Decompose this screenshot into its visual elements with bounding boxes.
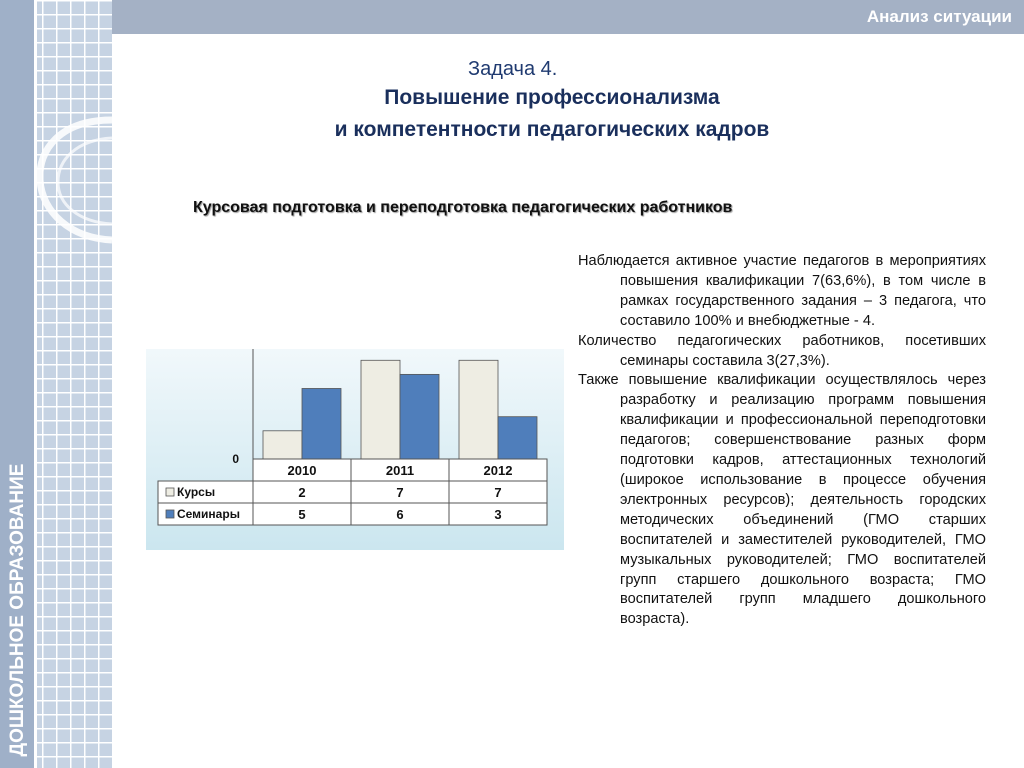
data-label-kursy-2011: 7	[396, 485, 404, 500]
slide-title-line1: Повышение профессионализма	[384, 86, 720, 109]
paragraph-2: Количество педагогических работников, посетивших семинары составила 3(27,3%).	[578, 332, 986, 369]
legend-swatch-kursy	[166, 488, 174, 496]
x-tick-label-2012: 2012	[483, 463, 513, 478]
bar-seminary-2011	[400, 374, 439, 459]
paragraph-3: Также повышение квалификации осуществлялось через разработку и реализацию программ повышения квалификации и профессиональной переподготовки педагогов; совершенствование разных форм подготовки кадров, аттестационных технологий (широкое использование в процессе обучения электронных ресурсов); деятельность городских методических объединений (ГМО старших воспитателей и заместителей руководителей, ГМО музыкальных руководителей; ГМО воспитателей групп старшего дошкольного возраста; ГМО воспитателей групп младшего дошкольного возраста).	[578, 372, 986, 628]
bar-chart	[146, 349, 564, 550]
data-label-seminary-2012: 3	[494, 507, 502, 522]
bar-seminary-2010	[302, 388, 341, 459]
bar-seminary-2012	[498, 417, 537, 459]
legend-swatch-seminary	[166, 510, 174, 518]
data-label-kursy-2010: 2	[298, 485, 306, 500]
x-tick-label-2010: 2010	[287, 463, 317, 478]
section-label: Анализ ситуации	[866, 7, 1012, 26]
legend-label-seminary: Семинары	[177, 507, 240, 521]
task-number: Задача 4.	[468, 58, 558, 80]
y-tick-label-0: 0	[232, 452, 239, 466]
bar-kursy-2011	[361, 360, 400, 459]
paragraph-1: Наблюдается активное участие педагогов в мероприятиях повышения квалификации 7(63,6%), в том числе в рамках государственного задания – 3 педагога, что составило 100% и внебюджетные - 4.	[578, 253, 986, 329]
x-tick-label-2011: 2011	[385, 463, 415, 478]
data-label-seminary-2011: 6	[396, 507, 404, 522]
legend-label-kursy: Курсы	[177, 485, 216, 499]
top-bar	[0, 0, 1024, 34]
sidebar-vertical-title: ДОШКОЛЬНОЕ ОБРАЗОВАНИЕ	[7, 463, 28, 757]
chart-subtitle: Курсовая подготовка и переподготовка педагогических работников	[193, 199, 733, 216]
bar-kursy-2010	[263, 431, 302, 459]
text-column	[578, 252, 986, 630]
bar-kursy-2012	[459, 360, 498, 459]
data-label-kursy-2012: 7	[494, 485, 502, 500]
data-label-seminary-2010: 5	[298, 507, 306, 522]
slide-title-line2: и компетентности педагогических кадров	[334, 118, 770, 141]
